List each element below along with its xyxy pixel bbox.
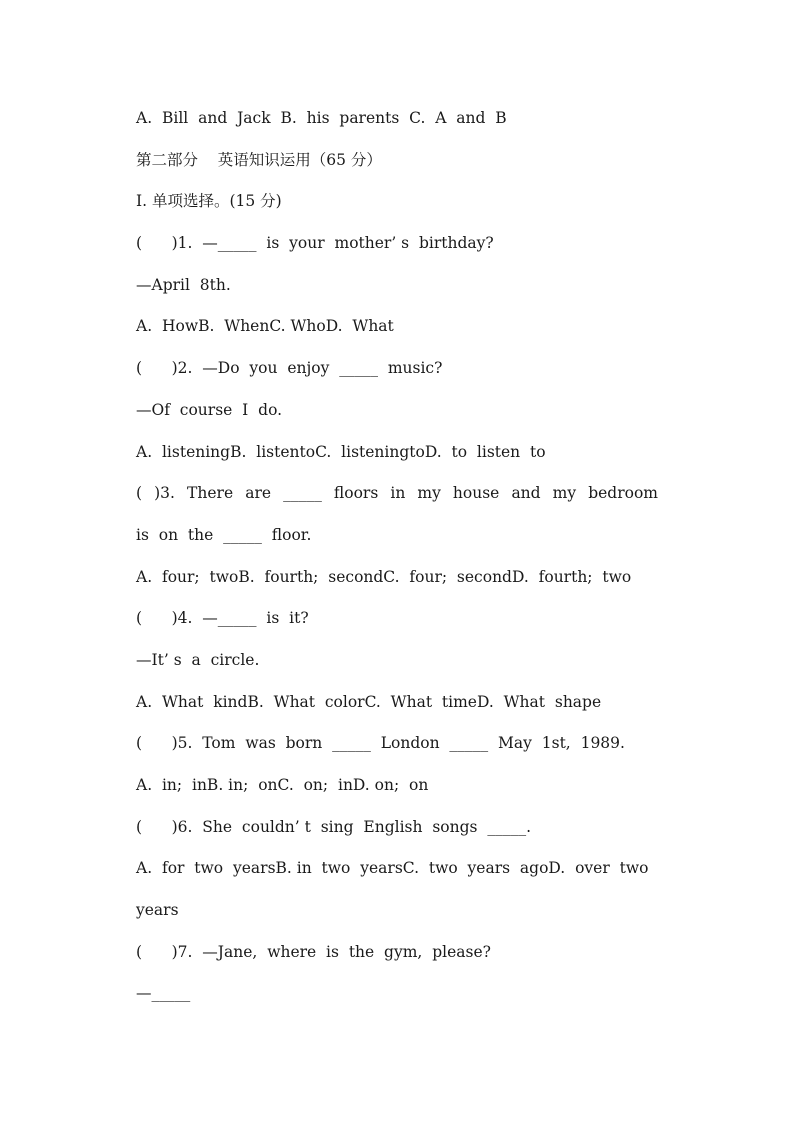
- document-content: [136, 98, 666, 1015]
- question-6-options-continued: years: [136, 901, 179, 920]
- subsection-heading: Ⅰ. 单项选择。(15 分): [136, 192, 282, 211]
- question-4-options: A. What kindB. What colorC. What timeD. What shape: [136, 692, 602, 711]
- question-4: ( )4. —_____ is it?: [136, 609, 309, 628]
- question-3-options: A. four; twoB. fourth; secondC. four; secondD. fourth; two: [136, 567, 632, 586]
- question-1: ( )1. —_____ is your mother’ s birthday?: [136, 234, 494, 253]
- question-2: ( )2. —Do you enjoy _____ music?: [136, 359, 443, 378]
- question-2-dialogue: —Of course I do.: [136, 400, 283, 419]
- question-3-continued: is on the _____ floor.: [136, 525, 312, 544]
- question-2-options: A. listeningB. listentoC. listeningtoD. to listen to: [136, 442, 546, 461]
- question-1-options: A. HowB. WhenC. WhoD. What: [136, 317, 394, 336]
- question-6-options: A. for two yearsB. in two yearsC. two years agoD. over two: [136, 859, 649, 878]
- question-7: ( )7. —Jane, where is the gym, please?: [136, 942, 491, 961]
- question-7-dialogue: —_____: [136, 984, 191, 1003]
- question-5-options: A. in; inB. in; onC. on; inD. on; on: [136, 776, 429, 794]
- answer-options-prev: A. Bill and Jack B. his parents C. A and B: [136, 109, 507, 127]
- question-3: ( )3. There are _____ floors in my house and my bedroom: [136, 484, 658, 503]
- question-1-dialogue: —April 8th.: [136, 275, 231, 294]
- section-heading: 第二部分 英语知识运用（65 分）: [136, 150, 382, 169]
- question-4-dialogue: —It’ s a circle.: [136, 650, 260, 669]
- question-6: ( )6. She couldn’ t sing English songs _____.: [136, 817, 531, 836]
- question-5: ( )5. Tom was born _____ London _____ May 1st, 1989.: [136, 734, 625, 753]
